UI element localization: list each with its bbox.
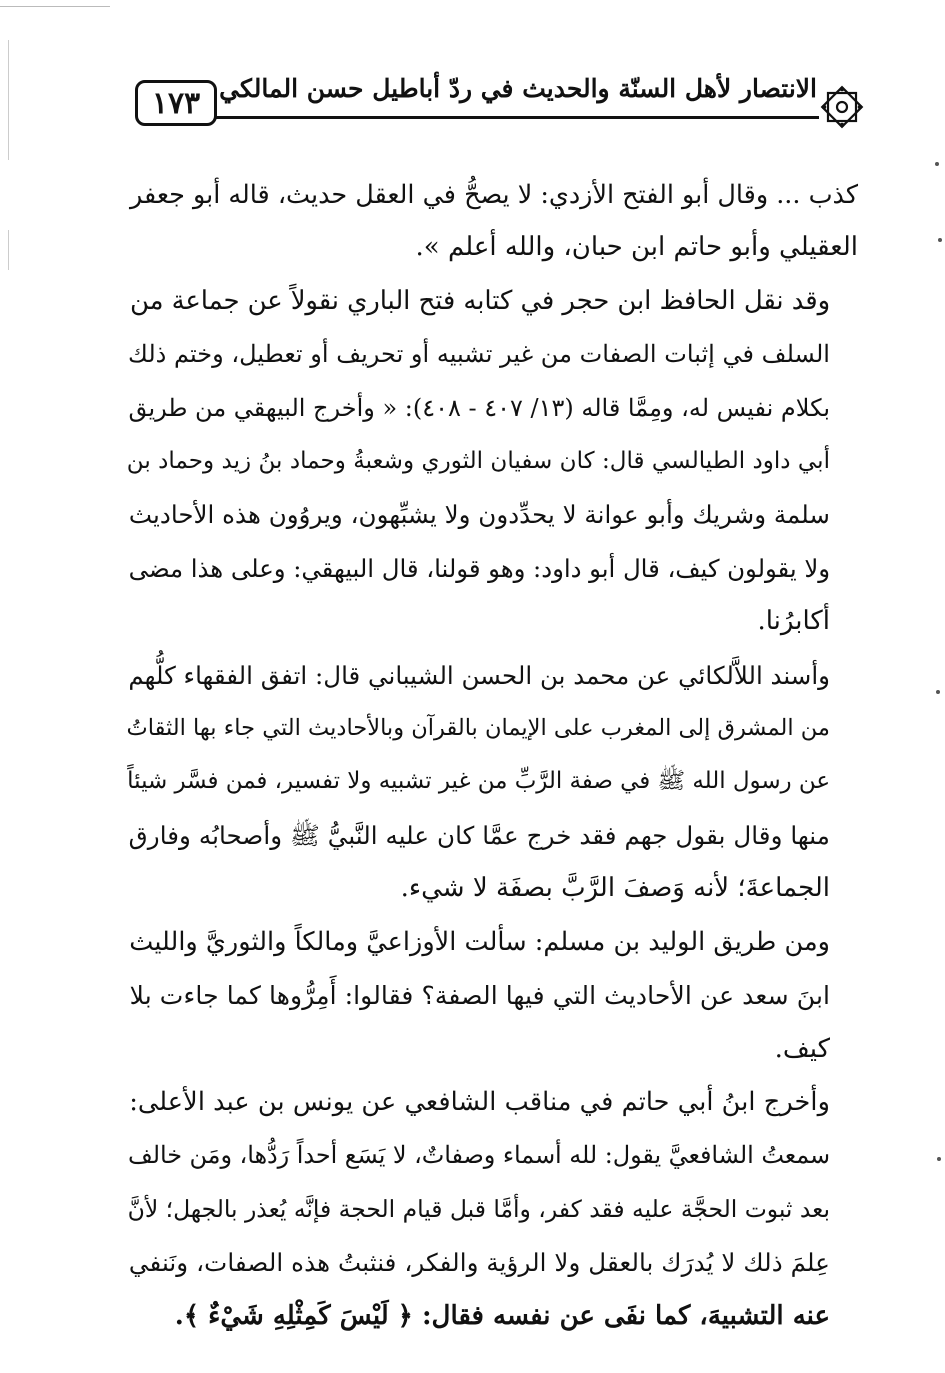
text-line: بعد ثبوت الحجَّة عليه فقد كفر، وأمَّا قبل قيام الحجة فإنَّه يُعذر بالجهل؛ لأنَّ [127, 1194, 830, 1223]
scan-artifact-line [0, 6, 110, 7]
header-rule [215, 116, 819, 119]
scan-artifact-line [8, 40, 9, 160]
paragraph [126, 649, 858, 916]
text-line: وأسند اللاَّلكائي عن محمد بن الحسن الشيباني قال: اتفق الفقهاء كلُّهم [128, 660, 830, 690]
text-line: وقد نقل الحافظ ابن حجر في كتابه فتح الباري نقولاً عن جماعة من [130, 285, 830, 316]
running-title: الانتصار لأهل السنّة والحديث في ردّ أباطيل حسن المالكي [219, 74, 817, 103]
text-line: عن رسول الله ﷺ في صفة الرَّبِّ من غير تشبيه ولا تفسير، فمن فسَّر شيئاً [127, 768, 830, 795]
paragraph [130, 916, 858, 1076]
text-line: السلف في إثبات الصفات من غير تشبيه أو تحريف أو تعطيل، وختم ذلك [128, 340, 830, 369]
text-line: وأخرج ابنُ أبي حاتم في مناقب الشافعي عن يونس بن عبد الأعلى: [129, 1086, 830, 1117]
text-line: منها وقال بقول جهم فقد خرج عمَّا كان عليه النَّبيُّ ﷺ وأصحابُه وفارق [128, 820, 830, 850]
scan-artifact-dot [936, 690, 940, 694]
text-line: من المشرق إلى المغرب على الإيمان بالقرآن وبالأحاديث التي جاء بها الثقاتُ [126, 715, 830, 742]
text-line: عنه التشبيهَ، كما نفَى عن نفسه فقال: ﴿ لَيْسَ كَمِثْلِهِ شَيْءٌ ﴾. [174, 1300, 830, 1331]
text-line: الجماعةَ؛ لأنه وَصفَ الرَّبَّ بصفَة لا شيء. [400, 873, 830, 904]
paragraph [127, 1076, 858, 1343]
text-line: كيف. [774, 1033, 830, 1064]
page-header [135, 72, 865, 132]
text-line: ومن طريق الوليد بن مسلم: سألت الأوزاعيَّ ومالكاً والثوريَّ والليث [129, 926, 830, 957]
text-line: سلمة وشريك وأبو عوانة لا يحدِّدون ولا يشبِّهون، ويروُون هذه الأحاديث [128, 500, 830, 530]
text-line: بكلام نفيس له، ومِمَّا قاله (١٣/ ٤٠٧ - ٤٠٨): « وأخرج البيهقي من طريق [128, 393, 830, 422]
scan-artifact-dot [937, 1157, 941, 1161]
text-line: أكابرُنا. [757, 606, 830, 637]
text-line: ولا يقولون كيف، قال أبو داود: وهو قولنا، قال البيهقي: وعلى هذا مضى [128, 553, 830, 583]
text-line: أبي داود الطيالسي قال: كان سفيان الثوري وشعبةُ وحماد بنُ زيد وحماد بن [126, 448, 830, 475]
text-line: سمعتُ الشافعيَّ يقول: لله أسماء وصفاتٌ، لا يَسَع أحداً رَدُّها، ومَن خالف [128, 1141, 830, 1170]
scan-artifact-dot [935, 162, 939, 166]
text-line: كذب ... وقال أبو الفتح الأزدي: لا يصحُّ في العقل حديث، قاله أبو جعفر [130, 179, 858, 209]
page-number: ١٧٣ [135, 80, 217, 126]
body-text [126, 168, 858, 1343]
text-line: عِلمَ ذلك لا يُدرَك بالعقل ولا الرؤية والفكر، فنثبتُ هذه الصفات، ونَنفي [128, 1248, 830, 1278]
paragraph [130, 168, 858, 275]
scan-artifact-line [8, 230, 9, 270]
scan-artifact-dot [938, 238, 942, 242]
paragraph [126, 275, 858, 649]
star-ornament-icon [819, 84, 865, 130]
text-line: ابنَ سعد عن الأحاديث التي فيها الصفة؟ فقالوا: أَمِرُّوها كما جاءت بلا [129, 981, 830, 1011]
text-line: العقيلي وأبو حاتم ابن حبان، والله أعلم ». [415, 232, 858, 263]
